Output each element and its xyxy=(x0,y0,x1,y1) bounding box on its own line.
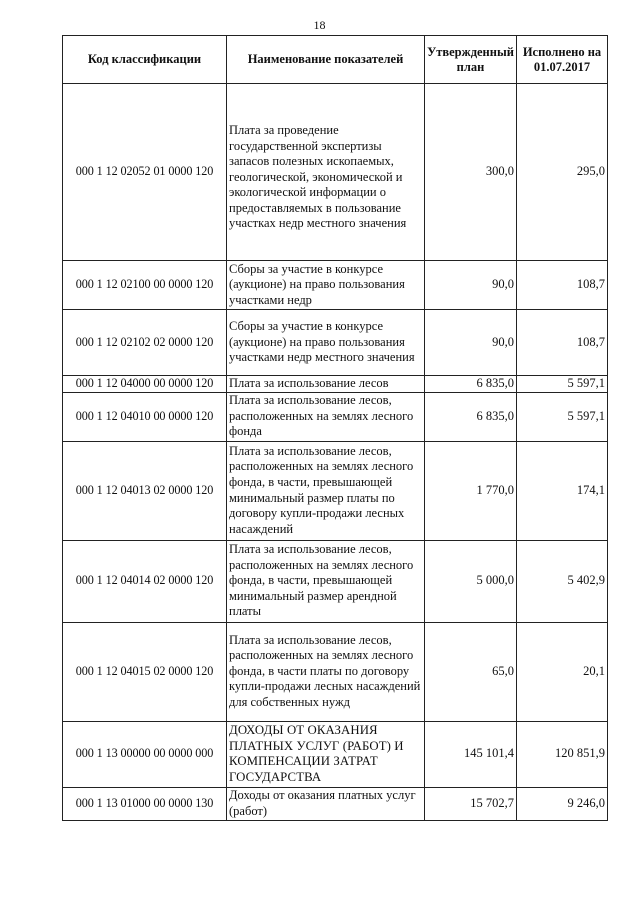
header-name: Наименование показателей xyxy=(227,36,425,84)
row-code: 000 1 12 02102 02 0000 120 xyxy=(63,310,227,376)
page-number: 18 xyxy=(313,18,326,32)
row-plan: 65,0 xyxy=(425,622,517,721)
header-code: Код классификации xyxy=(63,36,227,84)
table-row xyxy=(63,261,608,310)
row-plan: 90,0 xyxy=(425,310,517,376)
table-row xyxy=(63,441,608,540)
row-name: Плата за использование лесов xyxy=(227,376,425,393)
row-name: Сборы за участие в конкурсе (аукционе) на право пользования участками недр xyxy=(227,261,425,310)
table-row xyxy=(63,84,608,261)
row-name: Плата за проведение государственной экспертизы запасов полезных ископаемых, геологической, экономической и экологической информации о предоставляемых в пользование участках недр местного значения xyxy=(227,84,425,261)
table-row xyxy=(63,721,608,787)
row-plan: 6 835,0 xyxy=(425,376,517,393)
row-done: 108,7 xyxy=(517,261,608,310)
row-name: Плата за использование лесов, расположенных на землях лесного фонда xyxy=(227,392,425,441)
row-code: 000 1 13 00000 00 0000 000 xyxy=(63,721,227,787)
header-done: Исполнено на 01.07.2017 xyxy=(517,36,608,84)
table-header-row xyxy=(63,36,608,84)
row-plan: 6 835,0 xyxy=(425,392,517,441)
row-done: 108,7 xyxy=(517,310,608,376)
row-done: 20,1 xyxy=(517,622,608,721)
row-done: 295,0 xyxy=(517,84,608,261)
row-done: 5 402,9 xyxy=(517,540,608,622)
table-row xyxy=(63,310,608,376)
table-row xyxy=(63,787,608,820)
row-name: Плата за использование лесов, расположенных на землях лесного фонда, в части платы по договору купли-продажи лесных насаждений для собственных нужд xyxy=(227,622,425,721)
row-done: 174,1 xyxy=(517,441,608,540)
row-code: 000 1 12 04010 00 0000 120 xyxy=(63,392,227,441)
table-row xyxy=(63,622,608,721)
row-code: 000 1 12 04015 02 0000 120 xyxy=(63,622,227,721)
table-row xyxy=(63,376,608,393)
row-done: 120 851,9 xyxy=(517,721,608,787)
row-done: 9 246,0 xyxy=(517,787,608,820)
row-done: 5 597,1 xyxy=(517,392,608,441)
row-code: 000 1 13 01000 00 0000 130 xyxy=(63,787,227,820)
row-done: 5 597,1 xyxy=(517,376,608,393)
row-code: 000 1 12 02100 00 0000 120 xyxy=(63,261,227,310)
row-name: Сборы за участие в конкурсе (аукционе) на право пользования участками недр местного значения xyxy=(227,310,425,376)
row-plan: 300,0 xyxy=(425,84,517,261)
row-plan: 1 770,0 xyxy=(425,441,517,540)
row-code: 000 1 12 02052 01 0000 120 xyxy=(63,84,227,261)
row-plan: 145 101,4 xyxy=(425,721,517,787)
row-plan: 15 702,7 xyxy=(425,787,517,820)
row-plan: 90,0 xyxy=(425,261,517,310)
revenue-table xyxy=(62,35,608,821)
header-plan: Утвержденный план xyxy=(425,36,517,84)
table-row xyxy=(63,392,608,441)
row-code: 000 1 12 04014 02 0000 120 xyxy=(63,540,227,622)
row-name: ДОХОДЫ ОТ ОКАЗАНИЯ ПЛАТНЫХ УСЛУГ (РАБОТ) И КОМПЕНСАЦИИ ЗАТРАТ ГОСУДАРСТВА xyxy=(227,721,425,787)
row-code: 000 1 12 04000 00 0000 120 xyxy=(63,376,227,393)
row-name: Плата за использование лесов, расположенных на землях лесного фонда, в части, превышающей минимальный размер арендной платы xyxy=(227,540,425,622)
row-code: 000 1 12 04013 02 0000 120 xyxy=(63,441,227,540)
table-row xyxy=(63,540,608,622)
row-name: Плата за использование лесов, расположенных на землях лесного фонда, в части, превышающей минимальный размер платы по договору купли-продажи лесных насаждений xyxy=(227,441,425,540)
row-plan: 5 000,0 xyxy=(425,540,517,622)
row-name: Доходы от оказания платных услуг (работ) xyxy=(227,787,425,820)
